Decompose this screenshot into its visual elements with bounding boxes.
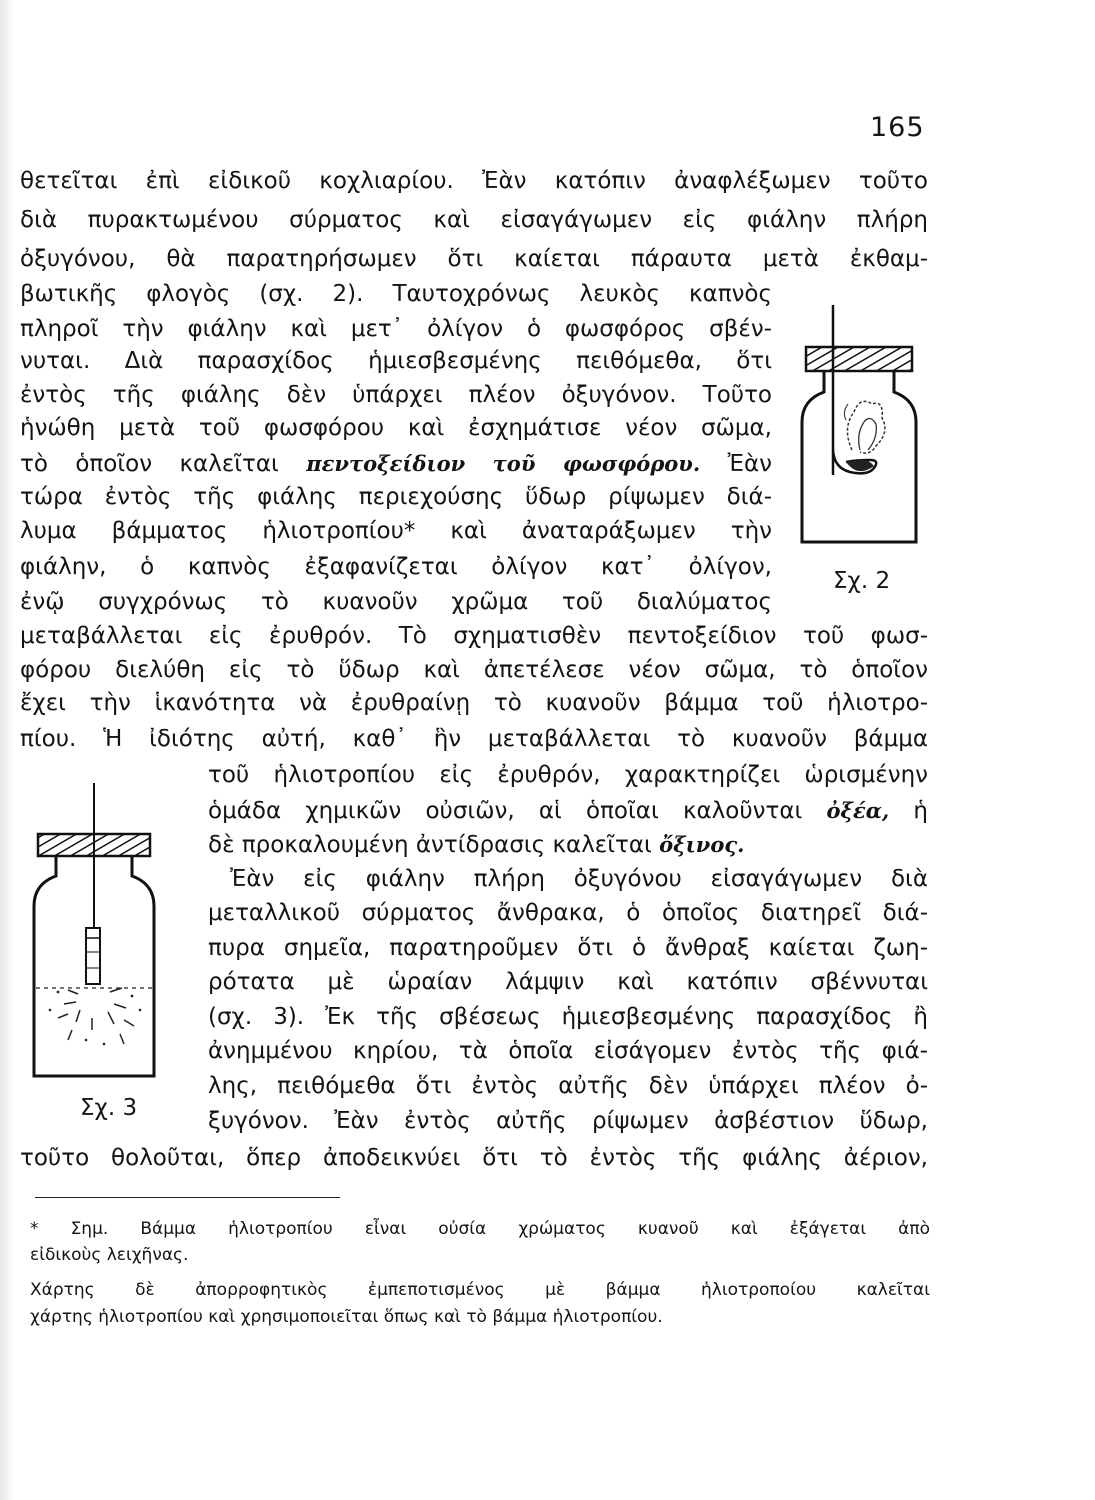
text-line: ἐνῷ συγχρόνως τὸ κυανοῦν χρῶμα τοῦ διαλύματος xyxy=(20,589,772,615)
page-number: 165 xyxy=(870,112,925,143)
text-line-acids xyxy=(208,795,928,827)
text-line: τοῦτο θολοῦται, ὅπερ ἀποδεικνύει ὅτι τὸ ἐντὸς τῆς φιάλης ἀέριον, xyxy=(20,1145,928,1171)
text-span: ὁμάδα χημικῶν οὐσιῶν, αἱ ὁποῖαι καλοῦνται xyxy=(208,798,803,824)
text-span: Ἐὰν xyxy=(727,451,772,477)
text-line: ἀνημμένου κηρίου, τὰ ὁποῖα εἰσάγομεν ἐντὸς τῆς φιά- xyxy=(208,1038,928,1064)
text-line: ὀξυγόνου, θὰ παρατηρήσωμεν ὅτι καίεται πάραυτα μετὰ ἐκθαμ- xyxy=(20,246,928,272)
term-acidic: ὄξινος. xyxy=(659,832,745,857)
footnote-line: Χάρτης δὲ ἀπορροφητικὸς ἐμπεποτισμένος μὲ βάμμα ἡλιοτροποίου καλεῖται xyxy=(30,1280,930,1300)
text-line: ἐντὸς τῆς φιάλης δὲν ὑπάρχει πλέον ὀξυγόνον. Τοῦτο xyxy=(20,382,772,408)
footnote-line: χάρτης ἡλιοτροπίου καὶ χρησιμοποιεῖται ὅπως καὶ τὸ βάμμα ἡλιοτροπίου. xyxy=(30,1307,663,1327)
text-span: δὲ προκαλουμένη ἀντίδρασις καλεῖται xyxy=(208,832,652,858)
text-line: Ἐὰν εἰς φιάλην πλήρη ὀξυγόνου εἰσαγάγωμεν διὰ xyxy=(230,866,928,892)
text-line: λης, πειθόμεθα ὅτι ἐντὸς αὐτῆς δὲν ὑπάρχει πλέον ὀ- xyxy=(208,1073,928,1099)
text-line: πυρα σημεῖα, παρατηροῦμεν ὅτι ὁ ἄνθραξ καίεται ζωη- xyxy=(208,935,928,961)
figure-2-caption: Σχ. 2 xyxy=(833,568,891,594)
text-line: ξυγόνον. Ἐὰν ἐντὸς αὐτῆς ρίψωμεν ἀσβέστιον ὕδωρ, xyxy=(208,1108,928,1134)
footnote-line: εἰδικοὺς λειχῆνας. xyxy=(30,1245,189,1265)
text-line: διὰ πυρακτωμένου σύρματος καὶ εἰσαγάγωμεν εἰς φιάλην πλήρη xyxy=(20,207,928,233)
page-edge-shadow xyxy=(0,0,14,1500)
text-line-pentoxide xyxy=(20,448,772,480)
text-span: ἡ xyxy=(913,798,928,824)
text-line: θετεῖται ἐπὶ εἰδικοῦ κοχλιαρίου. Ἐὰν κατόπιν ἀναφλέξωμεν τοῦτο xyxy=(20,168,928,194)
footnote-divider xyxy=(35,1197,340,1198)
term-pentoxide: πεντοξείδιον τοῦ φωσφόρου. xyxy=(306,451,701,476)
text-line: ἔχει τὴν ἱκανότητα νὰ ἐρυθραίνῃ τὸ κυανοῦν βάμμα τοῦ ἡλιοτρο- xyxy=(20,690,928,716)
text-line: (σχ. 3). Ἐκ τῆς σβέσεως ἡμιεσβεσμένης παρασχίδος ἢ xyxy=(208,1004,928,1030)
figure-3-carbon-bottle xyxy=(28,778,168,1078)
text-line: φόρου διελύθη εἰς τὸ ὕδωρ καὶ ἀπετέλεσε νέον σῶμα, τὸ ὁποῖον xyxy=(20,657,928,683)
footnote-line: * Σημ. Βάμμα ἡλιοτροπίου εἶναι οὐσία χρώματος κυανοῦ καὶ ἐξάγεται ἀπὸ xyxy=(30,1219,930,1239)
text-line: βωτικῆς φλογὸς (σχ. 2). Ταυτοχρόνως λευκὸς καπνὸς xyxy=(20,281,772,307)
term-acids: ὀξέα, xyxy=(826,798,890,823)
text-line: φιάλην, ὁ καπνὸς ἐξαφανίζεται ὀλίγον κατ᾽ ὀλίγον, xyxy=(20,554,772,580)
text-line: ἡνώθη μετὰ τοῦ φωσφόρου καὶ ἐσχημάτισε νέον σῶμα, xyxy=(20,415,772,441)
text-line: μεταβάλλεται εἰς ἐρυθρόν. Τὸ σχηματισθὲν πεντοξείδιον τοῦ φωσ- xyxy=(20,623,928,649)
text-line: μεταλλικοῦ σύρματος ἄνθρακα, ὁ ὁποῖος διατηρεῖ διά- xyxy=(208,900,928,926)
text-line: νυται. Διὰ παρασχίδος ἡμιεσβεσμένης πειθόμεθα, ὅτι xyxy=(20,348,772,374)
text-line: τώρα ἐντὸς τῆς φιάλης περιεχούσης ὕδωρ ρίψωμεν διά- xyxy=(20,484,772,510)
text-line-acidic xyxy=(208,829,928,861)
figure-3-caption: Σχ. 3 xyxy=(80,1095,138,1121)
text-line: πίου. Ἡ ἰδιότης αὐτή, καθ᾽ ἣν μεταβάλλεται τὸ κυανοῦν βάμμα xyxy=(20,726,928,752)
text-line: λυμα βάμματος ἡλιοτροπίου* καὶ ἀναταράξωμεν τὴν xyxy=(20,518,772,544)
text-line: πληροῖ τὴν φιάλην καὶ μετ᾽ ὀλίγον ὁ φωσφόρος σβέν- xyxy=(20,316,772,342)
text-line: ρότατα μὲ ὡραίαν λάμψιν καὶ κατόπιν σβέννυται xyxy=(208,969,928,995)
text-span: τὸ ὁποῖον καλεῖται xyxy=(20,451,279,477)
figure-2-phosphorus-bottle xyxy=(790,300,930,560)
text-line: τοῦ ἡλιοτροπίου εἰς ἐρυθρόν, χαρακτηρίζει ὡρισμένην xyxy=(208,762,928,788)
